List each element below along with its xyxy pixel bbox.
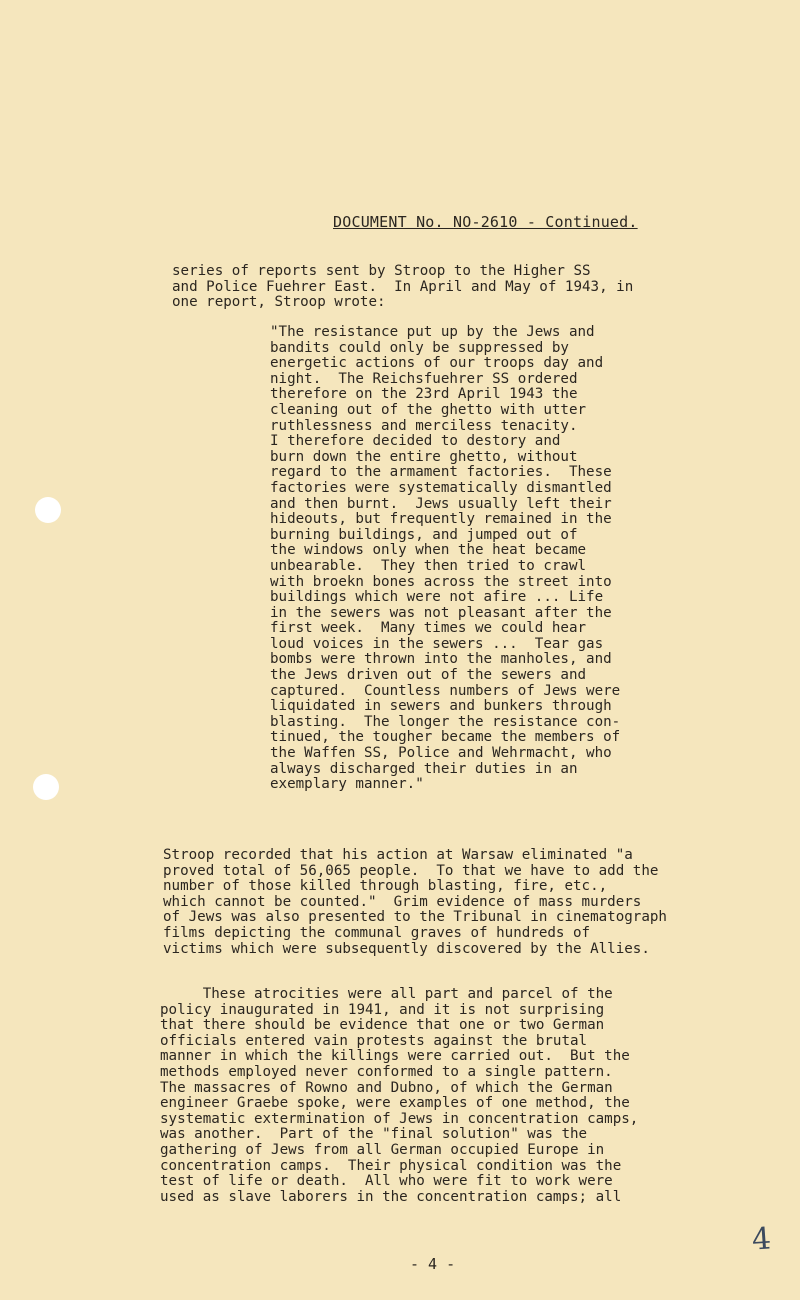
punch-hole	[35, 497, 61, 523]
page-number: - 4 -	[410, 1255, 456, 1273]
intro-paragraph: series of reports sent by Stroop to the Higher SS and Police Fuehrer East. In April and May of 1943, in one report, Stroop wrote:	[172, 263, 634, 311]
punch-hole	[33, 774, 59, 800]
stroop-quote: "The resistance put up by the Jews and bandits could only be suppressed by energetic actions of our troops day and night. The Reichsfuehrer SS ordered therefore on the 23rd April 1943 the cleaning out of the ghetto with utter ruthlessness and merciless tenacity. I therefore decided to destory and burn down the entire ghetto, without regard to the armament factories. These factories were systematically dismantled and then burnt. Jews usually left their hideouts, but frequently remained in the burning buildings, and jumped out of the windows only when the heat became unbearable. They then tried to crawl with broekn bones across the street into buildings which were not afire ... Life in the sewers was not pleasant after the first week. Many times we could hear loud voices in the sewers ... Tear gas bombs were thrown into the manholes, and the Jews driven out of the sewers and captured. Countless numbers of Jews were liquidated in sewers and bunkers through blasting. The longer the resistance con- tinued, the tougher became the members of the Waffen SS, Police and Wehrmacht, who always discharged their duties in an exemplary manner."	[270, 324, 621, 793]
stroop-record-paragraph: Stroop recorded that his action at Warsaw eliminated "a proved total of 56,065 people. To that we have to add the number of those killed through blasting, fire, etc., which cannot be counted." Grim evidence of mass murders of Jews was also presented to the Tribunal in cinematograph films depicting the communal graves of hundreds of victims which were subsequently discovered by the Allies.	[163, 847, 667, 957]
handwritten-page-mark: 4	[750, 1221, 773, 1258]
atrocities-paragraph: These atrocities were all part and parcel of the policy inaugurated in 1941, and it is not surprising that there should be evidence that one or two German officials entered vain protests against the brutal manner in which the killings were carried out. But the methods employed never conformed to a single pattern. The massacres of Rowno and Dubno, of which the German engineer Graebe spoke, were examples of one method, the systematic extermination of Jews in concentration camps, was another. Part of the "final solution" was the gathering of Jews from all German occupied Europe in concentration camps. Their physical condition was the test of life or death. All who were fit to work were used as slave laborers in the concentration camps; all	[160, 986, 639, 1205]
document-title: DOCUMENT No. NO-2610 - Continued.	[333, 213, 638, 231]
